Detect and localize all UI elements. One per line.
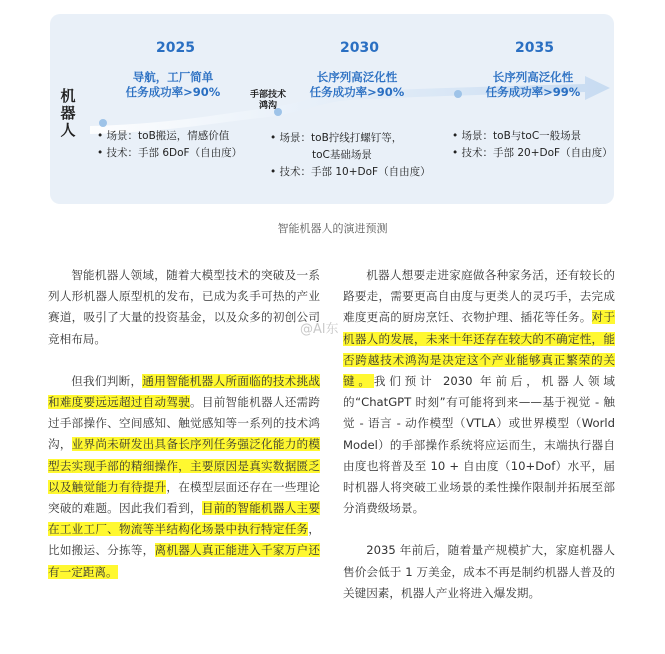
highlight-text: 离机器人真正能进入千家万户还有一定距离。	[48, 543, 320, 579]
figure-caption: 智能机器人的演进预测	[277, 222, 388, 235]
year-2035: 2035	[515, 40, 554, 56]
bullets-2025: • 场景：toB搬运，情感价值 • 技术：手部 6DoF（自由度）	[97, 130, 243, 159]
left-paragraph-2: 但我们判断，通用智能机器人所面临的技术挑战和难度要远远超过自动驾驶。目前智能机器人还需跨过手部操作、空间感知、触觉感知等一系列的技术鸿沟，业界尚未研发出具备长序列任务强泛化能力的模型去实现手部的精细操作，主要原因是真实数据匮乏以及触觉能力有待提升，在模型层面还存在一些理论突破的难题。因此我们看到，目前的智能机器人主要在工业工厂、物流等半结构化场景中执行特定任务，比如搬运、分拣等，离机器人真正能进入千家万户还有一定距离。	[48, 373, 320, 579]
highlight-text: 对于机器人的发展，未来十年还存在较大的不确定性，能否跨越技术鸿沟是决定这个产业能够真正繁荣的关键。	[343, 310, 615, 389]
tech-gap-note: 手部技术 鸿沟	[249, 90, 286, 111]
year-2030: 2030	[340, 40, 379, 56]
bullets-2030: • 场景：toB拧线打螺钉等， toC基础场景 • 技术：手部 10+DoF（自由度）	[270, 132, 431, 178]
year-2025: 2025	[156, 40, 195, 56]
milestone-dot-2035	[454, 90, 462, 98]
goal-2030: 长序列高泛化性 任务成功率>90%	[309, 70, 405, 99]
left-column	[48, 265, 320, 604]
right-paragraph-1: 机器人想要走进家庭做各种家务活，还有较长的路要走，需要更高自由度与更类人的灵巧手，去完成难度更高的厨房烹饪、衣物护理、插花等任务。对于机器人的发展，未来十年还存在较大的不确定性，能否跨越技术鸿沟是决定这个产业能够真正繁荣的关键。我们预计 2030 年前后，机器人领域的“ChatGPT 时刻”有可能将到来——基于视觉 - 触觉 - 语言 - 动作模型（VTLA）或世界模型（World Model）的手部操作系统将应运而生，末端执行器自由度也将普及至 10 + 自由度（10+Dof）水平，届时机器人将突破工业场景的柔性操作限制并拓展至部分消费级场景。	[343, 268, 615, 516]
milestone-dot-2025	[99, 119, 107, 127]
right-paragraph-2: 2035 年前后，随着量产规模扩大，家庭机器人售价会低于 1 万美金，成本不再是制约机器人普及的关键因素，机器人产业将进入爆发期。	[343, 543, 615, 600]
watermark: @Al东	[300, 322, 339, 337]
goal-2025: 导航，工厂简单 任务成功率>90%	[125, 70, 221, 99]
right-column	[343, 265, 615, 625]
robot-side-label: 机器人	[60, 87, 76, 139]
highlight-text: 业界尚未研发出具备长序列任务强泛化能力的模型去实现手部的精细操作，主要原因是真实数据匮乏以及触觉能力有待提升	[48, 437, 320, 494]
highlight-text: 目前的智能机器人主要在工业工厂、物流等半结构化场景中执行特定任务	[48, 501, 320, 537]
bullets-2035: • 场景：toB与toC一般场景 • 技术：手部 20+DoF（自由度）	[452, 130, 613, 159]
highlight-text: 通用智能机器人所面临的技术挑战和难度要远远超过自动驾驶	[48, 373, 320, 410]
left-paragraph-1: 智能机器人领域，随着大模型技术的突破及一系列人形机器人原型机的发布，已成为炙手可热的产业赛道，吸引了大量的投资基金，以及众多的初创公司竞相布局。	[48, 268, 320, 346]
goal-2035: 长序列高泛化性 任务成功率>99%	[485, 70, 581, 99]
